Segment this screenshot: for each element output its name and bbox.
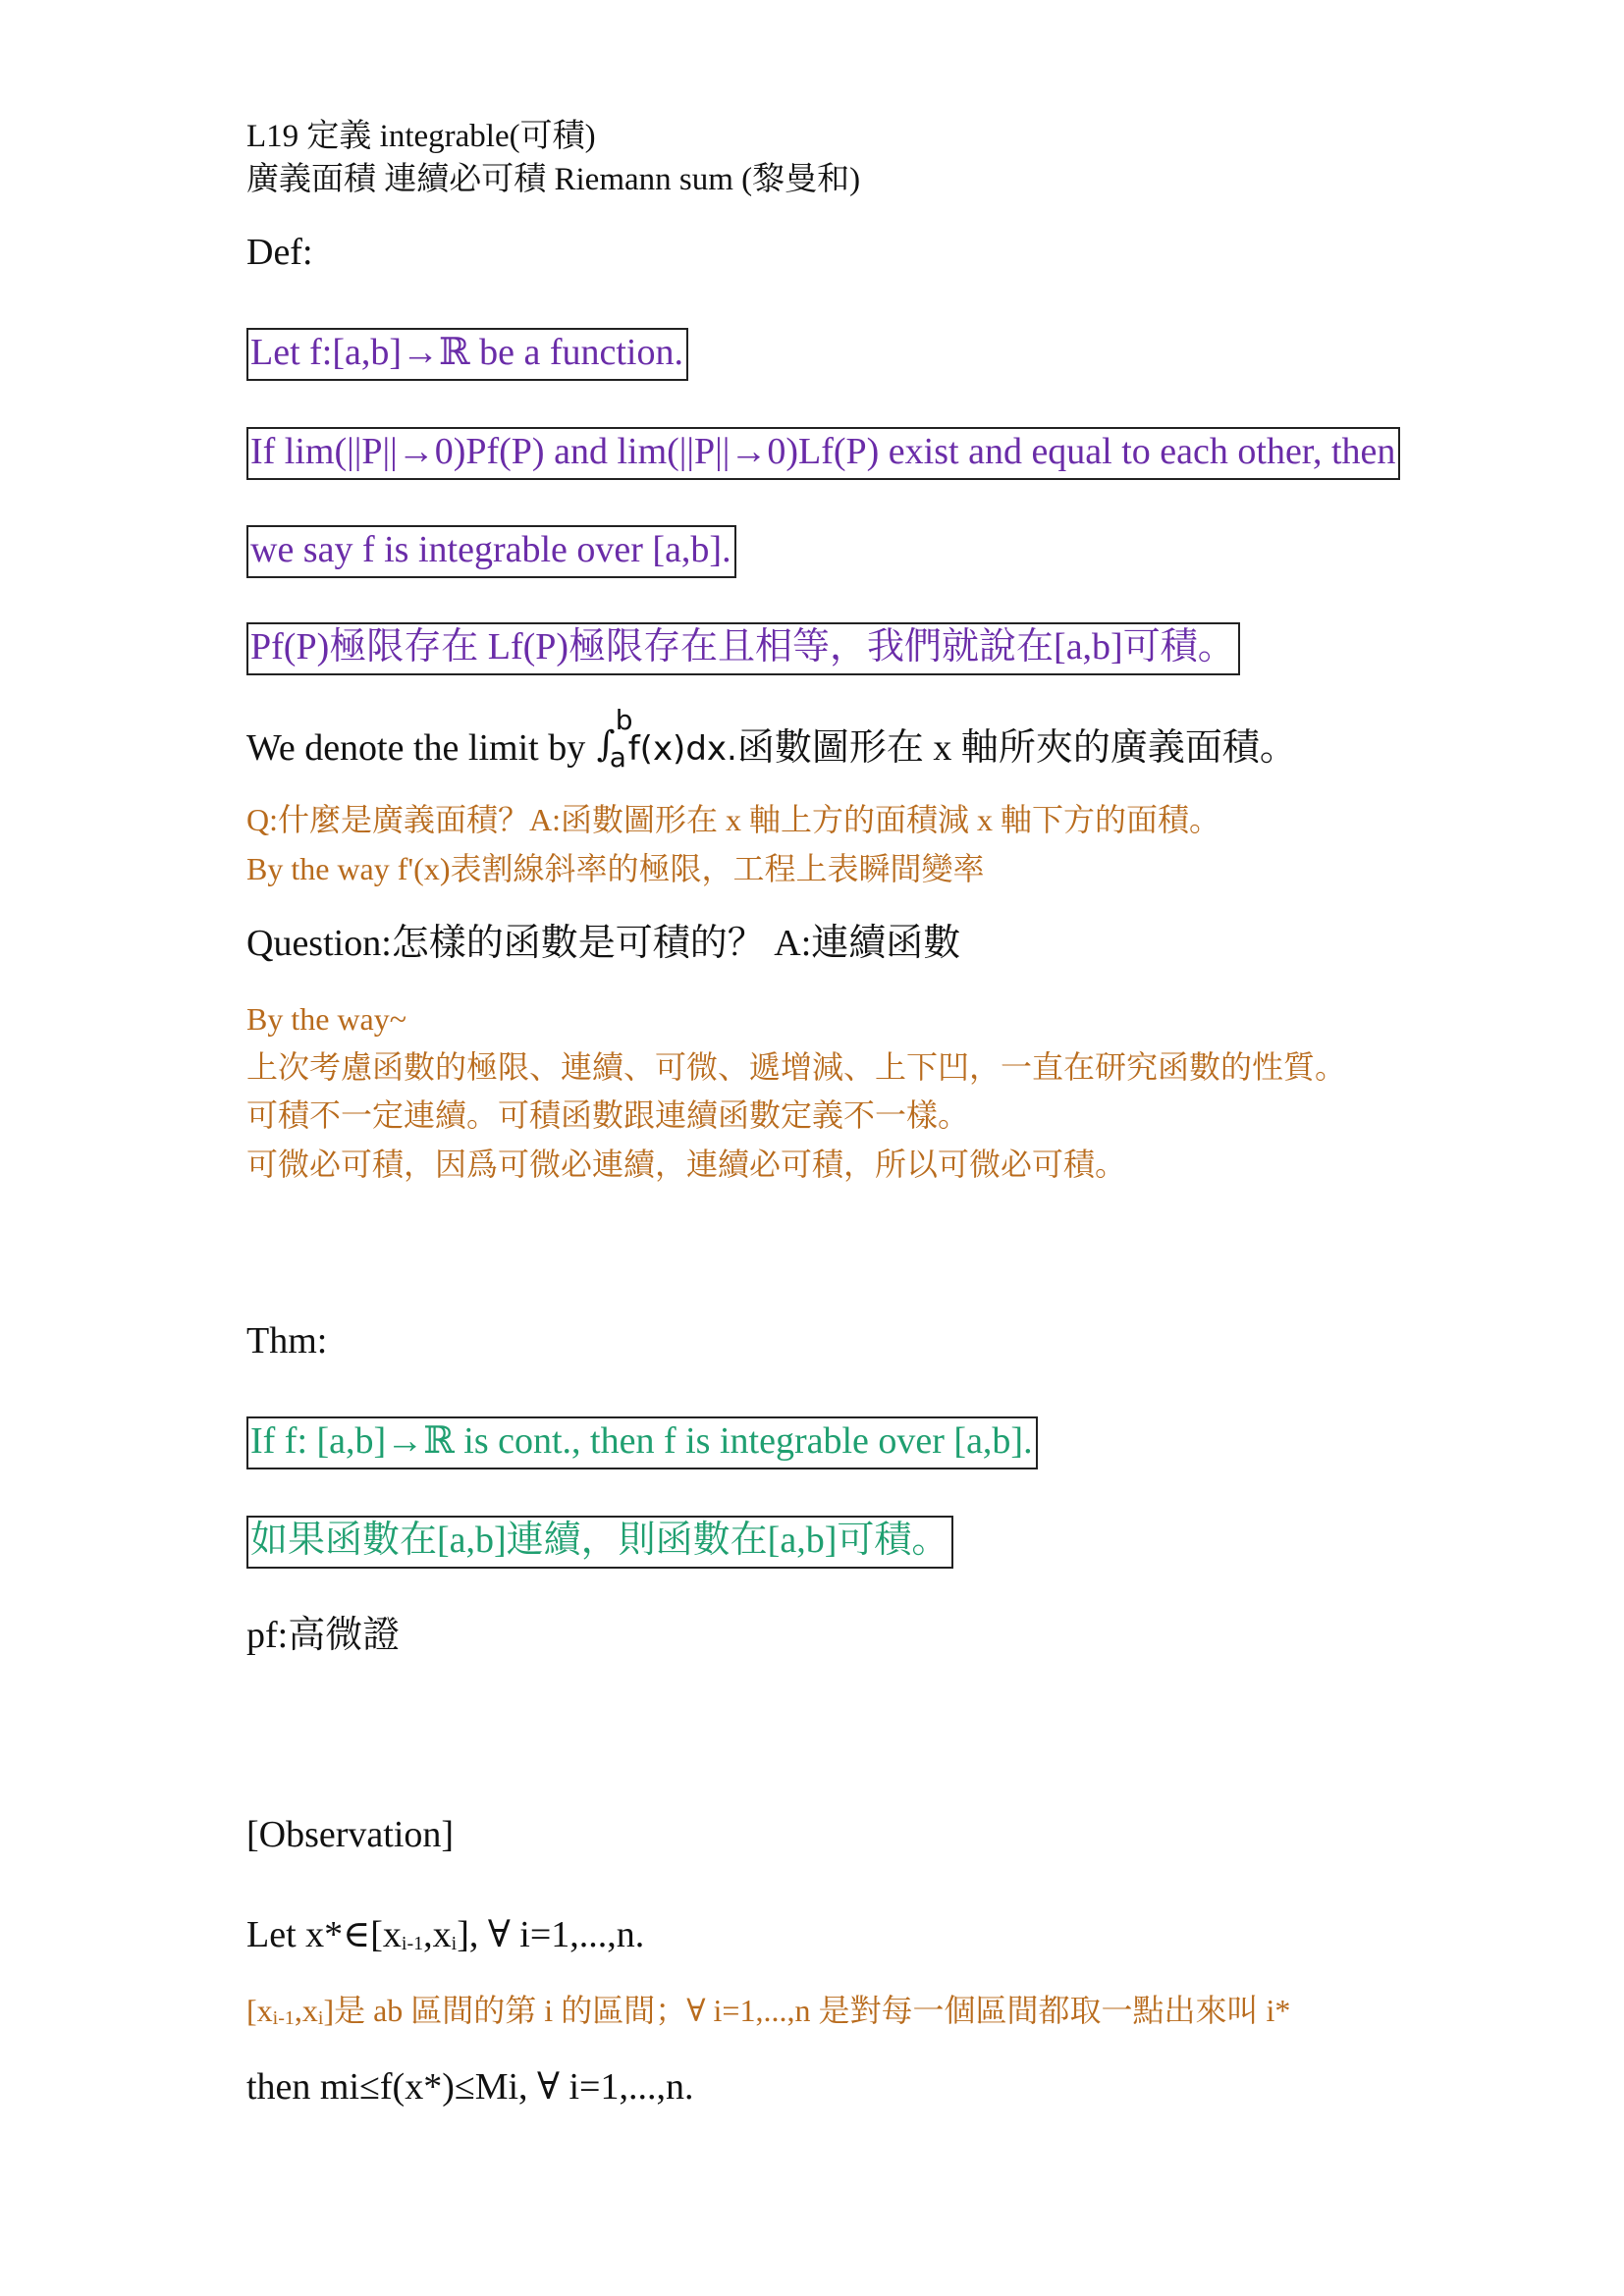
note-generalized-area: Q:什麼是廣義面積？A:函數圖形在 x 軸上方的面積減 x 軸下方的面積。 xyxy=(246,802,1221,837)
denote-line xyxy=(246,704,1297,774)
note-by-the-way: By the way~ xyxy=(246,1001,407,1037)
observation-then-line: then mi≤f(x*)≤Mi, ∀ i=1,...,n. xyxy=(246,2066,694,2108)
note-derivative: By the way f'(x)表割線斜率的極限，工程上表瞬間變率 xyxy=(246,851,985,886)
lecture-title: L19 定義 integrable(可積) xyxy=(246,119,596,154)
definition-box-1: Let f:[a,b]→ℝ be a function. xyxy=(246,328,688,381)
observation-note: [xi-1,xi]是 ab 區間的第 i 的區間；∀ i=1,...,n 是對每一個區間都取一點出來叫 i* xyxy=(246,1993,1291,2029)
denote-prefix: We denote the limit by xyxy=(246,727,586,769)
definition-box-4-chinese: Pf(P)極限存在 Lf(P)極限存在且相等，我們就說在[a,b]可積。 xyxy=(246,622,1240,675)
integral-lower-limit: a xyxy=(609,741,626,774)
thm-label: Thm: xyxy=(246,1320,328,1362)
integrand-expression: f(x)dx. xyxy=(627,729,737,769)
def-label: Def: xyxy=(246,232,313,273)
observation-let-line: Let x*∈[xi-1,xi], ∀ i=1,...,n. xyxy=(246,1914,645,1955)
question-line: Question:怎樣的函數是可積的？ A:連續函數 xyxy=(246,923,961,964)
integral-upper-limit: b xyxy=(615,704,633,736)
definition-box-3: we say f is integrable over [a,b]. xyxy=(246,525,736,578)
observation-label: [Observation] xyxy=(246,1814,455,1855)
lecture-subtitle: 廣義面積 連續必可積 Riemann sum (黎曼和) xyxy=(246,162,861,197)
note-integrable-not-continuous: 可積不一定連續。可積函數跟連續函數定義不一樣。 xyxy=(246,1097,970,1133)
denote-suffix: 函數圖形在 x 軸所夾的廣義面積。 xyxy=(736,727,1297,769)
definition-box-2: If lim(||P||→0)Pf(P) and lim(||P||→0)Lf(P) exist and equal to each other, then xyxy=(246,427,1400,480)
theorem-box-2-chinese: 如果函數在[a,b]連續，則函數在[a,b]可積。 xyxy=(246,1516,953,1569)
note-differentiable-integrable: 可微必可積，因爲可微必連續，連續必可積，所以可微必可積。 xyxy=(246,1147,1127,1182)
integral-symbol: ∫ b a xyxy=(596,704,633,774)
proof-line: pf:高微證 xyxy=(246,1615,401,1656)
note-properties: 上次考慮函數的極限、連續、可微、遞增減、上下凹，一直在研究函數的性質。 xyxy=(246,1049,1347,1085)
theorem-box-1: If f: [a,b]→ℝ is cont., then f is integrable over [a,b]. xyxy=(246,1416,1038,1469)
